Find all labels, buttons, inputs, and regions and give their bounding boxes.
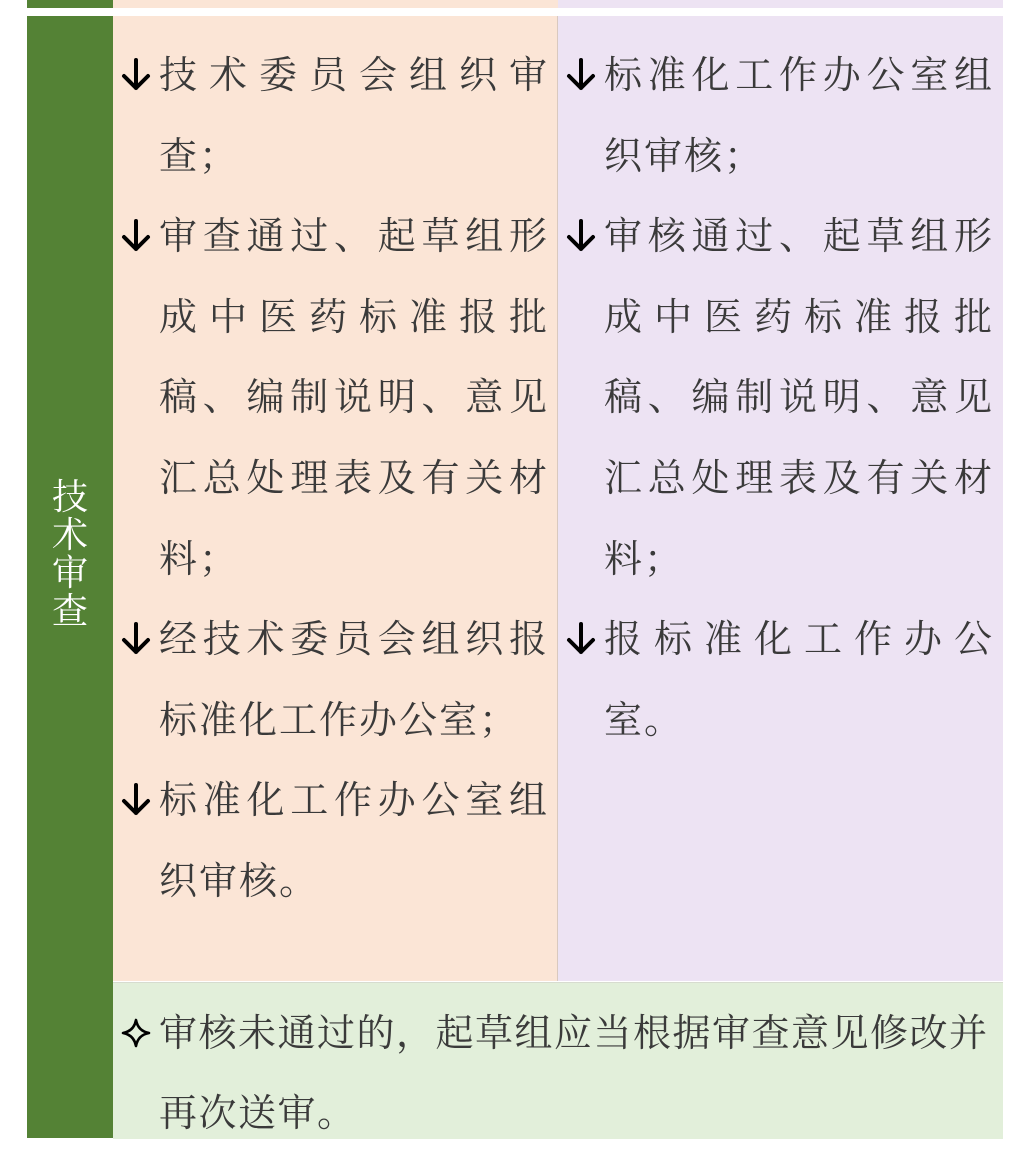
list-item-text: 报标准化工作办公室。: [604, 617, 994, 742]
down-arrow-icon: [119, 218, 153, 254]
list-item: [119, 196, 549, 599]
list-item-text: 标准化工作办公室组织审核。: [159, 778, 549, 903]
row-divider: [27, 8, 1003, 16]
list-item: [119, 35, 549, 196]
list-item-text: 审查通过、起草组形成中医药标准报批稿、编制说明、意见汇总处理表及有关材料；: [159, 214, 549, 581]
list-item: [564, 35, 994, 196]
previous-row-label-cell: [27, 0, 113, 8]
section-label: 技术审查: [51, 476, 88, 632]
list-item: [119, 599, 549, 760]
section-label-wrapper: [27, 16, 113, 1138]
list-item-text: 审核通过、起草组形成中医药标准报批稿、编制说明、意见汇总处理表及有关材料；: [604, 214, 994, 581]
list-item: [564, 196, 994, 599]
note-text: 审核未通过的，起草组应当根据审查意见修改并再次送审。: [159, 1011, 989, 1135]
previous-row-right-cell: [558, 0, 1003, 8]
down-arrow-icon: [119, 57, 153, 93]
down-arrow-icon: [119, 782, 153, 818]
list-item-text: 标准化工作办公室组织审核；: [604, 53, 994, 178]
list-item-text: 技术委员会组织审查；: [159, 53, 549, 178]
four-point-star-icon: [119, 1015, 153, 1051]
left-column-cell: [113, 16, 558, 981]
previous-row-left-cell: [113, 0, 558, 8]
left-column-list: [119, 35, 549, 922]
down-arrow-icon: [564, 57, 598, 93]
down-arrow-icon: [564, 621, 598, 657]
list-item-text: 经技术委员会组织报标准化工作办公室；: [159, 617, 549, 742]
note-cell: [113, 982, 1003, 1139]
section-label-cell: [27, 16, 113, 1138]
down-arrow-icon: [564, 218, 598, 254]
down-arrow-icon: [119, 621, 153, 657]
list-item: [564, 599, 994, 760]
right-column-cell: [558, 16, 1003, 981]
list-item: [119, 760, 549, 921]
note: [119, 993, 999, 1153]
right-column-list: [564, 35, 994, 760]
